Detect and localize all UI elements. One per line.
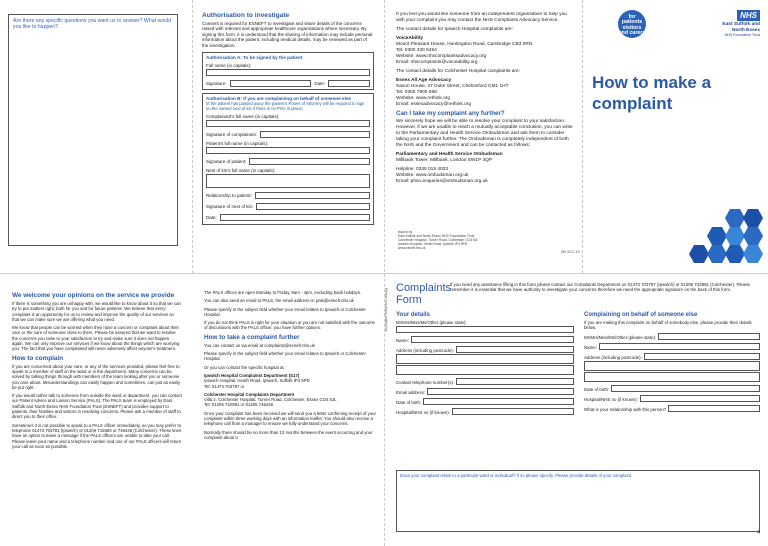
dob-field[interactable] <box>423 398 574 405</box>
va-line: Tel: 0300 330 5454 <box>396 48 437 53</box>
email-field[interactable] <box>427 388 574 395</box>
ea-line[interactable]: Email: essexadvocacy@rethink.org <box>396 102 471 107</box>
complaint-details-question: Does your complaint relate to a particular ward or individual? If so please specify. Please provide details of your complaint. <box>400 473 633 478</box>
further-para: Once your complaint has been received we will send you a letter confirming receipt of your complaint within three working days with an information leaflet. You should also receive a telephone call from a manager to ensure we fully understand your concerns. <box>204 410 376 427</box>
label-signature: Signature: <box>206 81 227 87</box>
cut-line-note: Please cut along dotted line <box>384 288 388 333</box>
authorisation-title: Authorisation to investigate <box>202 12 290 19</box>
title-label: Mr/Mrs/Miss/Ms/Other (please state): <box>396 320 467 325</box>
patient-name-field[interactable] <box>206 147 370 154</box>
b-title-field[interactable] <box>658 333 760 340</box>
authorisation-b-note: (if the patient has passed away the patient's Power of Attorney will be required to sign on the named next of kin if there is no POA in place) <box>206 101 365 112</box>
vertical-fold-left <box>192 0 193 273</box>
b-address-field[interactable] <box>644 353 760 360</box>
hexagon-decoration <box>660 205 768 275</box>
advocacy-intro: If you feel you would like someone from an independent organisation to help you with your complaint you may contact the NHS Complaints Advocacy Service. <box>396 12 567 23</box>
further-para: Please specify in the subject field whether your email relates to Ipswich or Colchester Hospital. <box>204 351 366 362</box>
label-date: Date: <box>314 81 326 87</box>
phso-line[interactable]: Email: phso.enquiries@ombudsman.org.uk <box>396 179 488 184</box>
vertical-fold-right <box>582 0 583 273</box>
complaints-form <box>396 282 760 540</box>
colchester-contacts-label: The contact details for Colchester Hospital complaints are: <box>396 69 520 74</box>
behalf-column <box>584 310 760 415</box>
sig-complainant-field[interactable] <box>260 131 370 138</box>
va-line[interactable]: Email: nhscomplaints@voiceability.org <box>396 60 478 65</box>
ipswich-contacts-label: The contact details for Ipswich Hospital complaints are: <box>396 27 514 32</box>
b-address-label: Address (including postcode): <box>584 355 642 361</box>
date-field[interactable] <box>328 80 370 87</box>
questions-box[interactable] <box>8 14 178 246</box>
behalf-heading: Complaining on behalf of someone else <box>584 312 698 318</box>
hosp-no-field[interactable] <box>452 408 574 415</box>
contact-tel-field[interactable] <box>456 378 574 385</box>
b-dob-field[interactable] <box>611 385 760 392</box>
authorisation-a-title: Authorisation A: To be signed by the patient <box>206 55 303 61</box>
pals-para: Please specify in the subject field whether your email relates to Ipswich or Colchester Hospital. <box>204 306 366 317</box>
behalf-text: If you are making this complaint on behalf of somebody else, please provide their details below. <box>584 320 752 331</box>
authorisation-text: Consent is required for ESNEFT to investigate and share details of the concerns raised with relevant and appropriate healthcare organisations where necessary. By signing this form, it is understood that the sharing of information may include personal information about the patient, including medical details, may be reviewed as part of the investigation. <box>202 21 373 48</box>
title-field[interactable] <box>396 326 574 333</box>
nhs-logo: NHS <box>737 10 760 21</box>
label-relationship: Relationship to patient: <box>206 193 252 199</box>
form-intro: If you need any assistance filling in this form please contact our Complaints Department on 01473 703797 (Ipswich) or 01206 742881 (Colchester). Please remember it is essential that we have authority to investigate your concerns therefore we need the appropriate signature on the back of this form. <box>450 282 750 293</box>
ea-line[interactable]: Website: www.rethink.org <box>396 96 451 101</box>
complain-para: If you would rather talk to someone from outside the ward or department, you can contact our Patient Advice and Liaison Service (PALS). The PALS team is employed by East Suffolk and North Essex NHS Foundation Trust (ESNEFT) and provides support to patients, their families and visitors in resolving concerns. Please ask a member of staff to direct you to their office. <box>12 393 182 420</box>
label-patient-name: Patient's full name (in capitals): <box>206 141 269 147</box>
address-field[interactable] <box>456 346 574 353</box>
phso-name: Parliamentary and Health Service Ombudsman <box>396 152 503 157</box>
va-line[interactable]: Website: www.nhscomplaintsadvocacy.org <box>396 54 487 59</box>
issued-by: Issued by East Suffolk and North Essex NHS Foundation Trust Colchester Hospital, Turner Road, Colchester CO4 5JL Ipswich Hospital, Heath Road, Ipswich IP4 5PD www.esneft.nhs.uk <box>398 230 479 250</box>
cover-title: How to make a complaint <box>592 73 712 113</box>
voiceability-name: VoiceAbility <box>396 36 424 41</box>
ipswich-tel: Tel: 01473 703797 or <box>204 383 245 389</box>
name-label: Name: <box>396 338 409 344</box>
full-name-field[interactable] <box>206 69 370 76</box>
relationship-field[interactable] <box>255 192 370 199</box>
how-to-complain-heading: How to complain <box>12 354 64 362</box>
phso-line[interactable]: Website: www.ombudsman.org.uk <box>396 173 469 178</box>
further-text: We sincerely hope we will be able to resolve your complaint to your satisfaction. However, if we are unable to reach a mutually acceptable conclusion, you can write to the Parliamentary and Health Service Ombudsman and ask them to consider taking your complaint further. The Ombudsman is completely independent of both the NHS and the Government and can be contacted as follows: <box>396 119 573 148</box>
b-hosp-label: Hospital/NHS no (if known): <box>584 397 638 403</box>
sig-patient-field[interactable] <box>249 158 370 165</box>
authorisation-panel <box>202 12 374 270</box>
complain-para: If you are concerned about your care, or any of the services provided, please feel free to speak to a member of staff on the ward or in the department. Many concerns can be solved by talking things through with members of the team looking after you or someone you care about. Misunderstandings can easily happen and sometimes, can just as easily be put right. <box>12 363 181 390</box>
page-number: 4 <box>757 530 760 536</box>
sig-kin-field[interactable] <box>256 203 370 210</box>
complain-para: Sometimes it is not possible to speak to a PALS officer immediately, so you may prefer to telephone 01473 704781 (Ipswich) or 01206 742683 or 746448 (Colchester). These lines have an option to leave a message if the PALS officers are unable to take your call. Please leave your name and a telephone number and one of our PALS officers will return your call as soon as possible. <box>12 422 182 449</box>
b-address-field-extra[interactable] <box>584 361 760 371</box>
name-field[interactable] <box>411 336 574 343</box>
address-field-extra[interactable] <box>396 365 574 375</box>
b-name-field[interactable] <box>599 343 760 350</box>
authorisation-a-box <box>202 52 374 90</box>
essex-advocacy-name: Essex All Age Advocacy <box>396 78 452 83</box>
advocacy-panel <box>396 12 576 227</box>
label-sig-complainant: Signature of complainant: <box>206 132 258 138</box>
dob-label: Date of birth: <box>396 400 422 406</box>
complainant-name-field[interactable] <box>206 120 370 127</box>
ea-line: Saxon House, 27 Duke Street, Chelmsford CM1 1HT <box>396 84 509 89</box>
further-para: Normally there should be no more than 12 months between the event occurring and your complaint about it. <box>204 429 373 440</box>
ipswich-address: Ipswich Hospital, Heath Road, Ipswich, Suffolk IP4 5PD <box>204 378 310 384</box>
your-details-column <box>396 310 574 415</box>
colchester-address: Villa 2, Colchester Hospital, Turner Road, Colchester, Essex CO4 5JL <box>204 397 337 403</box>
b-title-label: Mr/Mrs/Miss/Ms/Other (please state): <box>584 335 657 341</box>
further-complaint-heading: How to take a complaint further <box>204 333 300 341</box>
hosp-no-label: Hospital/NHS no (if known): <box>396 410 450 416</box>
trust-name: East Suffolk and North Essex NHS Foundation Trust <box>722 22 760 37</box>
questions-text: Are there any specific questions you want us to answer? What would you like to happen? <box>13 18 172 31</box>
pals-para: If you do not think PALS is right for your situation or you are not satisfied with the outcome of discussions with the PALS officer, you have further options. <box>204 320 375 331</box>
va-line: Mount Pleasant House, Huntingdon Road, Cambridge CB3 0RN <box>396 42 533 47</box>
pals-panel <box>204 290 376 540</box>
further-para: Or you can contact the specific hospital at: <box>204 364 285 370</box>
label-sig-patient: Signature of patient: <box>206 159 247 165</box>
pals-para: The PALS offices are open Monday to Friday, 9am - 4pm, excluding bank holidays. <box>204 290 362 295</box>
ea-line: Tel: 0300 7900 558 <box>396 90 437 95</box>
kin-name-field[interactable] <box>206 174 370 188</box>
b-relationship-label: What is your relationship with this person? <box>584 407 667 413</box>
address-field-extra[interactable] <box>396 354 574 364</box>
further-heading: Can I take my complaint any further? <box>396 110 505 117</box>
welcome-panel <box>12 290 182 540</box>
logo-area <box>618 10 760 40</box>
label-kin-name: Next of kin's full name (in capitals): <box>206 168 276 174</box>
patients-logo: for patients visitors and carers <box>618 10 646 38</box>
your-details-heading: Your details <box>396 312 430 318</box>
welcome-para: We know that people can be worried when they raise a concern or complaint about their care or the care of someone close to them. Please be assured that we want to resolve the concerns you raise to your satisfaction to try and make sure it does not happen again. We can only improve our services if we know about the things which are worrying you. The fact that you have complained will never adversely affect anyone's treatment. <box>12 325 180 352</box>
b-hosp-field[interactable] <box>640 395 760 402</box>
address-label: Address (including postcode): <box>396 348 454 354</box>
welcome-para: If there is something you are unhappy with, we would like to know about it so that we can try to put matters right, both for you and for future patients. We believe that every complaint is an opportunity for us to review and improve the quality of our services so that we can make sure we are offering what you need. <box>12 301 181 322</box>
hexagon-icon <box>689 209 763 263</box>
authorisation-b-title: Authorisation B: If you are complaining on behalf of someone else <box>206 96 351 102</box>
phso-line: Helpline: 0345 015 4033 <box>396 167 449 172</box>
phso-address: Millbank Tower, Millbank, London SW1P 4QP <box>396 158 493 163</box>
authorisation-b-box <box>202 93 374 225</box>
label-full-name: Full name (in capitals): <box>206 63 252 69</box>
b-address-field-extra[interactable] <box>584 372 760 382</box>
b-dob-label: Date of birth: <box>584 387 610 393</box>
colchester-dept: Colchester Hospital Complaints Department <box>204 391 295 397</box>
pals-para: You can also send an email to PALS, the email address is: pals@esneft.nhs.uk <box>204 298 354 304</box>
leaflet-code: DB: 0017-19 <box>561 250 580 254</box>
b-relationship-field[interactable] <box>668 405 760 412</box>
colchester-tel: Tel: 01206 742881 or 01206 746448 <box>204 402 274 408</box>
date-b-field[interactable] <box>220 214 370 221</box>
welcome-heading: We welcome your opinions on the service we provide <box>12 292 175 299</box>
b-name-label: Name: <box>584 345 597 351</box>
ipswich-dept: Ipswich Hospital Complaints Department (S17) <box>204 372 300 378</box>
email-label: Email address: <box>396 390 426 396</box>
vertical-fold-mid <box>384 0 385 546</box>
further-para[interactable]: You can contact us via email at complaints@esneft.nhs.uk <box>204 342 315 348</box>
label-date-b: Date: <box>206 215 217 221</box>
signature-field[interactable] <box>230 80 312 87</box>
label-sig-kin: Signature of next of kin: <box>206 204 254 210</box>
complaint-details-box[interactable] <box>396 470 760 532</box>
form-title: Complaints Form <box>396 282 452 306</box>
contact-tel-label: Contact telephone number(s): <box>396 380 455 386</box>
label-complainant-name: Complainant's full name (in capitals): <box>206 114 280 120</box>
